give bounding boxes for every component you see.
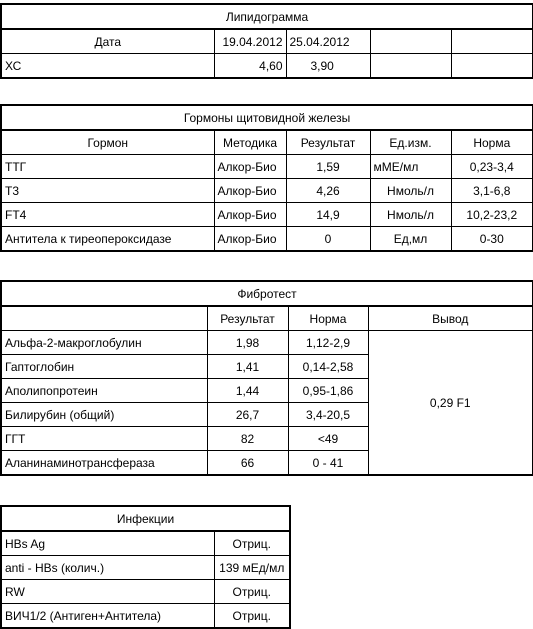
table-row <box>1 331 533 355</box>
norm: 0,95-1,86 <box>288 379 368 403</box>
hormone-name: ТТГ <box>1 155 214 179</box>
fibro-header-conclusion: Вывод <box>368 306 533 331</box>
hormone-name: Т3 <box>1 179 214 203</box>
empty-cell <box>370 54 451 79</box>
result: 1,44 <box>207 379 288 403</box>
table-row <box>1 179 533 203</box>
test-result: Отриц. <box>214 580 290 604</box>
table-row <box>1 604 290 629</box>
test-name: anti - HBs (колич.) <box>1 556 214 580</box>
thyroid-header: Методика <box>214 130 286 155</box>
result: 14,9 <box>286 203 370 227</box>
result: 26,7 <box>207 403 288 427</box>
norm: 3,1-6,8 <box>451 179 533 203</box>
fibrotest-title: Фибротест <box>1 281 533 306</box>
test-result: Отриц. <box>214 604 290 629</box>
table-row <box>1 531 290 556</box>
fibro-header: Результат <box>207 306 288 331</box>
hormone-name: FT4 <box>1 203 214 227</box>
marker-name: Аланинаминотрансфераза <box>1 451 207 476</box>
test-name: RW <box>1 580 214 604</box>
test-result: Отриц. <box>214 531 290 556</box>
empty-cell <box>1 306 207 331</box>
date-1: 19.04.2012 <box>214 29 286 54</box>
marker-name: ГГТ <box>1 427 207 451</box>
fibro-header: Норма <box>288 306 368 331</box>
result: 1,41 <box>207 355 288 379</box>
thyroid-header: Результат <box>286 130 370 155</box>
thyroid-title: Гормоны щитовидной железы <box>1 105 533 130</box>
result: 4,26 <box>286 179 370 203</box>
thyroid-header: Гормон <box>1 130 214 155</box>
lipid-title: Липидограмма <box>1 4 533 29</box>
infections-table <box>0 505 291 629</box>
cholesterol-label: ХС <box>1 54 214 79</box>
norm: 0,23-3,4 <box>451 155 533 179</box>
result: 1,59 <box>286 155 370 179</box>
thyroid-header: Ед.изм. <box>370 130 451 155</box>
norm: <49 <box>288 427 368 451</box>
norm: 10,2-23,2 <box>451 203 533 227</box>
method: Алкор-Био <box>214 203 286 227</box>
unit: Нмоль/л <box>370 203 451 227</box>
table-row <box>1 203 533 227</box>
unit: мМЕ/мл <box>370 155 451 179</box>
norm: 0 - 41 <box>288 451 368 476</box>
marker-name: Альфа-2-макроглобулин <box>1 331 207 355</box>
cholesterol-value-1: 4,60 <box>214 54 286 79</box>
table-row <box>1 556 290 580</box>
fibro-conclusion: 0,29 F1 <box>368 331 533 476</box>
unit: Ед,мл <box>370 227 451 252</box>
empty-cell <box>451 29 533 54</box>
norm: 1,12-2,9 <box>288 331 368 355</box>
result: 1,98 <box>207 331 288 355</box>
method: Алкор-Био <box>214 155 286 179</box>
result: 0 <box>286 227 370 252</box>
result: 66 <box>207 451 288 476</box>
result: 82 <box>207 427 288 451</box>
norm: 3,4-20,5 <box>288 403 368 427</box>
cholesterol-value-2: 3,90 <box>286 54 370 79</box>
thyroid-header: Норма <box>451 130 533 155</box>
lipid-table <box>0 3 533 79</box>
table-row <box>1 227 533 252</box>
date-label: Дата <box>1 29 214 54</box>
marker-name: Аполипопротеин <box>1 379 207 403</box>
method: Алкор-Био <box>214 227 286 252</box>
test-result: 139 мЕд/мл <box>214 556 290 580</box>
method: Алкор-Био <box>214 179 286 203</box>
empty-cell <box>451 54 533 79</box>
table-row <box>1 155 533 179</box>
date-2: 25.04.2012 <box>286 29 370 54</box>
norm: 0-30 <box>451 227 533 252</box>
infections-title: Инфекции <box>1 506 290 531</box>
unit: Нмоль/л <box>370 179 451 203</box>
test-name: ВИЧ1/2 (Антиген+Антитела) <box>1 604 214 629</box>
marker-name: Билирубин (общий) <box>1 403 207 427</box>
empty-cell <box>370 29 451 54</box>
norm: 0,14-2,58 <box>288 355 368 379</box>
test-name: HBs Ag <box>1 531 214 556</box>
table-row <box>1 580 290 604</box>
hormone-name: Антитела к тиреопероксидазе <box>1 227 214 252</box>
fibrotest-table <box>0 280 533 476</box>
marker-name: Гаптоглобин <box>1 355 207 379</box>
thyroid-table <box>0 104 533 252</box>
